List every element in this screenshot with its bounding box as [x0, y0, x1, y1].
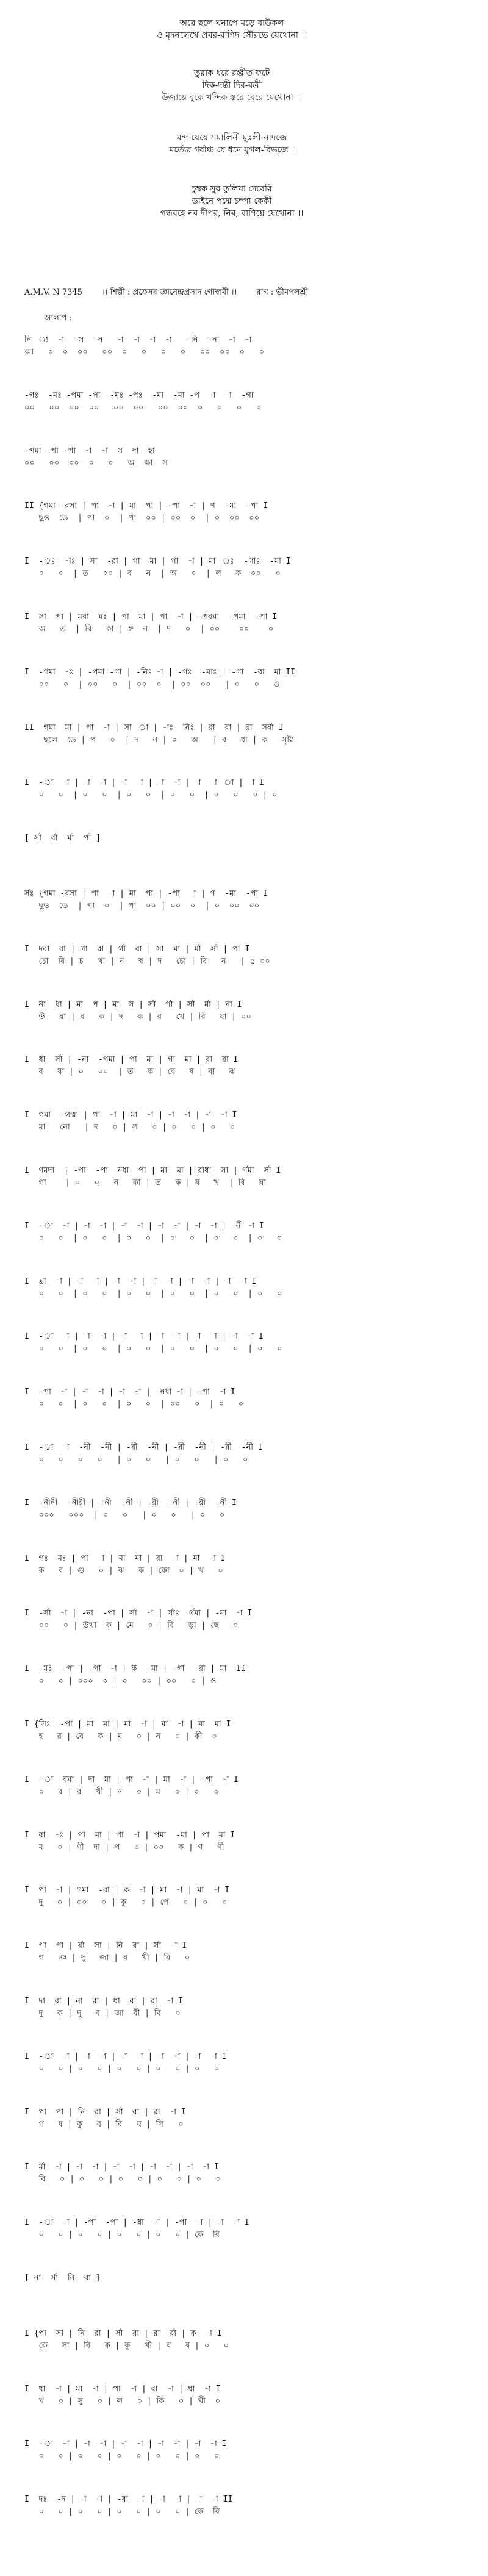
notation-row — [24, 2217, 464, 2241]
swar-line: I দবা রা | গা রা | র্গা বা | সা মা | র্মা র্সা | পা I — [24, 945, 250, 954]
lyric-line: গন্ধবহে নব দীপর, নিব, বাণিয়ে যেথোনা ।। — [160, 209, 304, 218]
swar-line: II {গমা -রসা | পা -া | মা পা | -পা -া | ণ -মা -পা I — [24, 501, 268, 510]
lyric-line: মর্ত্যের গর্বাঞ্চ যে ধনে যুগল-বিভজে । — [169, 145, 295, 155]
swar-line: I গঃ মঃ | পা -া | মা মা | রা -া | মা -া I — [24, 1554, 226, 1563]
swar-line: I -ঃ -াঃ | সা -রা | গা মা | পা -া | মা ঃ -গাঃ -মা I — [24, 557, 291, 566]
lyric-syllable-line: হ র | বে ক | ম ০ | ন ০ | কী ০ — [24, 1732, 217, 1741]
lyric-syllable-line: ০ ০ | ০ ০ | ০ ০ | ০ ০ | ০ ০ ০ | ০ — [24, 790, 278, 800]
lyric-syllable-line: দু ক | দু ব | জা বী | বি ০ — [24, 2009, 181, 2018]
lyric-syllable-line: ০ ০ | ০ ০ | ০ ০ | ০ ০ | ০ ০ | ০ ০ — [24, 1234, 282, 1243]
catalog-number: A.M.V. N 7345 — [24, 288, 82, 297]
lyric-syllable-line: ০০ ০ | উথা ক | মে ০ | বি ড়া | ছে ০ — [24, 1621, 239, 1630]
swar-line: I দা রা | না রা | ধা রা | রা -া I — [24, 1997, 183, 2006]
swar-line: I -া -া -নী -নী | -রী -নী | -রী -নী | -রী -নী I — [24, 1443, 263, 1452]
lyric-syllable-line: মা নো | দ ০ | ল ০ | ০ ০ | ০ ০ — [24, 1123, 235, 1132]
lyric-syllable-line: ম ০ | ণী দা | প ০ | ০০ ক | ণ ণী — [24, 1843, 224, 1852]
swar-line: I -া -া | -পা -পা | -ধা -া | -পা -া | -া -া I — [24, 2218, 249, 2227]
notation-row — [24, 1054, 464, 1078]
lyric-line: ও মৃদনলেখে প্রবর-বাণিদ সৌরভে যেথোনা ।। — [156, 30, 307, 40]
lyric-syllable-line: গ ষ | কু ব | বি ঘ | লি ০ — [24, 2120, 184, 2129]
lyric-syllable-line: ০ ০ ০ ০ | ০ ০ | ০ ০ | ০ ০ — [24, 1455, 248, 1464]
lyric-syllable-line: ০ ০ | ০ ০ | ০ ০ | ০ ০ | ০ ০ | ০ ০ — [24, 1344, 282, 1353]
swar-line: I -া -া | -া -া | -া -া | -া -া | -া -া I — [24, 2439, 227, 2449]
lyric-line: তুরাক ধরে রঞ্জীত ফটে — [193, 68, 270, 78]
swar-line: I পা -া | গমা -রা | ক -া | মা -া | মা -া I — [24, 1886, 230, 1895]
swar-line: I -নীনী -নীরী | -নী -নী | -রী -নী | -রী -নী I — [24, 1498, 237, 1508]
notation-row — [24, 2438, 464, 2463]
swar-line: I গমা -গম্মা | পা -া | মা -া | -া -া | -া -া I — [24, 1111, 237, 1120]
swar-line: I -গমা -ঃ | -পমা -গা | -নিঃ -া | -গঃ -মাঃ | -গা -রা মা II — [24, 668, 295, 677]
lyric-syllable-line: আ ০ ০ ০০ ০০ ০ ০ ০ ০ ০০ ০০ ০ ০ — [24, 348, 265, 357]
swar-line: I -া বমা | দা মা | পা -া | মা -া | -পা -া I — [24, 1775, 239, 1784]
notation-row — [24, 334, 464, 359]
lyric-syllable-line: ০০ ০০ ০০ ০ ০ অ ক্ষা স — [24, 459, 168, 468]
lyric-syllable-line: বি ০ | ০ ০ | ০ ০ | ০ ০ | ০ ০ — [24, 2175, 221, 2184]
lyric-syllable-line: কে সা | বি ক | কু খী | ঘ ব | ০ ০ — [24, 2341, 229, 2350]
swar-line: I ধা -া | মা -া | পা -া | রা -া | ধা -া I — [24, 2385, 221, 2394]
lyric-syllable-line: ক ব | গু ০ | ঝ ক | কো ০ | খ ০ — [24, 1566, 223, 1575]
notation-row — [24, 777, 464, 801]
notation-row — [24, 1719, 464, 1743]
swar-line: I ৯া -া | -া -া | -া -া | -া -া | -া -া | -া -া I — [24, 1277, 257, 1286]
raga-name: রাগ : ভীমপলশ্রী — [256, 288, 309, 297]
notation-row — [24, 1109, 464, 1134]
notation-row — [24, 1663, 464, 1687]
notation-row — [24, 1386, 464, 1411]
notation-row — [24, 1553, 464, 1577]
lyric-syllable-line: অ ত | বি কা | ঙ্গ ন | দ ০ | ০০ ০০ ০ — [24, 624, 274, 634]
lyric-syllable-line: ০০ ০ | ০০ ০ | ০০ ০ | ০০ ০০ | ০ ০ ও — [24, 680, 280, 689]
lyric-syllable-line: ০ ০ | ০ ০ | ০ ০ | ০ ০ | কে বি — [24, 2230, 220, 2239]
notation-row — [24, 2272, 464, 2297]
lyric-syllable-line: ০০০ ০০০ | ০ ০ | ০ ০ | ০ ০ — [24, 1511, 225, 1520]
lyric-syllable-line: ০ ০ | ০ ০ | ০ ০ | ০ ০ | ০ ০ | ০ ০ — [24, 1289, 282, 1298]
lyric-block-1 — [67, 17, 396, 41]
lyric-line: অরে ছলে ঘনাপে মড়ে বাউকল — [179, 18, 284, 28]
notation-row — [24, 1940, 464, 1964]
lyric-block-3 — [67, 132, 396, 156]
swar-line: [ র্সা র্রা র্মা র্পা ] — [24, 834, 101, 843]
swar-line: I পা পা | নি রা | র্সা রা | রা -া I — [24, 2108, 186, 2117]
record-info — [24, 287, 464, 299]
aalap-label: আলাপ : — [44, 313, 72, 323]
notation-row — [24, 2106, 464, 2131]
notation-row — [24, 667, 464, 691]
lyric-syllable-line: ০ ০ | ত ০০ | ব ন | অ ০ | ল ক ০০ ০ — [24, 569, 281, 578]
notation-row — [24, 999, 464, 1023]
swar-line: I -া -া | -া -া | -া -া | -া -া | -া -া I — [24, 2052, 227, 2061]
lyric-syllable-line: ০ ০ | ০ ০ | ০ ০ | ০ ০ | ০ ০ — [24, 2452, 220, 2461]
lyric-syllable-line: ছুও ডে | পা ০ | পা ০০ | ০০ ০ | ০ ০০ ০০ — [24, 901, 260, 911]
artist-credit: ।। শিল্পী : প্রফেসর জ্ঞানেন্দ্রপ্রসাদ গোস্বামী ।। — [102, 288, 237, 297]
notation-row — [24, 1830, 464, 1854]
lyric-line: দিক-দন্তী দির-বত্রী — [202, 80, 262, 90]
lyric-block-2 — [67, 67, 396, 104]
notation-row — [24, 445, 464, 470]
swar-line: I {পা সা | নি রা | র্সা রা | রা র্রা | ক -া I — [24, 2329, 222, 2338]
notation-row — [24, 1995, 464, 2020]
notation-row — [24, 2494, 464, 2518]
notation-row — [24, 1497, 464, 1522]
swar-line: I -মঃ -পা | -পা -া | ক -মা | -গা -রা | মা II — [24, 1664, 246, 1673]
lyric-syllable-line: ছুও ডে | পা ০ | পা ০০ | ০০ ০ | ০ ০০ ০০ — [24, 513, 260, 523]
swar-line: I পা পা | র্রা সা | নি রা | র্সা -া I — [24, 1941, 187, 1950]
lyric-syllable-line: গ ঞ | দু জা | ব খী | বি ০ — [24, 1953, 190, 1962]
notation-row — [24, 500, 464, 524]
lyric-syllable-line: ০ ব | র খী | ন ০ | ম ০ | ০ ০ — [24, 1787, 219, 1797]
swar-line: I ধা র্সা | -না -পমা | পা মা | গা মা | রা রা I — [24, 1055, 239, 1064]
notation-row — [24, 1442, 464, 1466]
swar-line: I ণমদা | -পা -পা নধা পা | মা মা | রাধা সা | র্ণমা র্সা I — [24, 1166, 281, 1175]
lyric-syllable-line: ০ ০ | ০ ০ | ০ ০ | ০ ০ | কে বি — [24, 2507, 220, 2516]
swar-line: I {সিঃ -পা | মা মা | মা -া | মা -া | মা মা I — [24, 1720, 231, 1729]
notation-row — [24, 2383, 464, 2408]
notation-row — [24, 832, 464, 857]
swar-line: -গঃ -মঃ -পমা -পা -মঃ -পঃ -মা -মা -প -া -া -গা — [24, 391, 254, 400]
lyric-syllable-line: খ ০ | সু ০ | ল ০ | কি ০ | খী ০ — [24, 2397, 221, 2406]
notation-row — [24, 2051, 464, 2075]
swar-line: -পমা -পা -পা -া -া স দা হা — [24, 446, 155, 456]
lyric-block-4 — [67, 183, 396, 220]
notation-row — [24, 1276, 464, 1300]
notation-row — [24, 1774, 464, 1798]
notation-row — [24, 556, 464, 580]
swar-line: I র্মা -া | -া -া | -া -া | -া -া | -া -া I — [24, 2163, 219, 2172]
notation-row — [24, 1220, 464, 1245]
swar-line: I বা -ঃ | পা মা | পা -া | পমা -মা | পা মা I — [24, 1831, 235, 1840]
swar-line: র্সঃ {গমা -রসা | পা -া | মা পা | -পা -া | ণ -মা -পা I — [24, 889, 268, 898]
notation-row — [24, 1884, 464, 1909]
lyric-syllable-line: ০ ০ | ০ ০ | ০ ০ | ০০ ০ | ০ ০ — [24, 1400, 244, 1409]
notation-row — [24, 888, 464, 912]
notation-row — [24, 722, 464, 746]
lyric-syllable-line: ব ষা | ০ ০০ | ত ক | বে ষ | বা ঝ — [24, 1067, 235, 1076]
notation-row — [24, 611, 464, 635]
swar-line: I -পা -া | -া -া | -া -া | -নধা -া | -পা -া I — [24, 1387, 235, 1397]
notation-row — [24, 1165, 464, 1189]
swar-line: I দঃ -দ | -া -া | -রা -া | -া -া | -া -া II — [24, 2495, 233, 2504]
notation-row — [24, 943, 464, 968]
notation-row — [24, 1608, 464, 1632]
lyric-line: চুম্বক সুর তুলিয়া দেবেরি — [192, 184, 272, 194]
swar-line: I -া -া | -া -া | -া -া | -া -া | -া -া | -া -া I — [24, 1332, 264, 1341]
swar-line: I -া -া | -া -া | -া -া | -া -া | -া -া া | -া I — [24, 778, 264, 787]
swar-line: I না ধা | মা প | মা স | র্সা র্পা | র্সা র্মা | না I — [24, 1000, 242, 1009]
lyric-syllable-line: ০০ ০০ ০০ ০০ ০০ ০০ ০০ ০০ ০ ০ ০ ০ — [24, 403, 262, 412]
swar-line: নি া -া -স -ন -া -া -া -া -নি -না -া -া — [24, 335, 252, 345]
lyric-syllable-line: চো বি | চ খা | ন স্ব | দ চো | বি ন | ৫ ০০ — [24, 957, 270, 966]
lyric-syllable-line: ছলে ডে | প ০ | দ ন | ০ অ | ব ধা | ক সৃষ্টা — [24, 735, 294, 745]
lyric-syllable-line: ০ ০ | ০ ০ | ০ ০ | ০ ০ | ০ ০ — [24, 2064, 220, 2073]
lyric-line: ডাইনে পদ্মে চম্পা কেকী — [192, 196, 272, 206]
notation-row — [24, 1331, 464, 1355]
lyric-syllable-line: দু ০ | ০০ ০ | কু ০ | পে ০ | ০ ০ — [24, 1898, 228, 1907]
swar-line: I সা পা | মধা মঃ | পা মা | পা -া | -পবমা -পমা -পা I — [24, 612, 278, 621]
lyric-syllable-line: উ বা | ব ক | দ ক | ব খে | বি যা | ০০ — [24, 1012, 251, 1021]
swar-line: [ না র্সা নি বা ] — [24, 2274, 101, 2283]
swar-line: I -র্সা -া | -না -পা | র্সা -া | র্সাঃ র্গমা | -মা -া I — [24, 1609, 253, 1618]
lyric-line: উজায়ে বুকে খন্দিক স্তরে বেরে যেথোনা ।। — [161, 93, 303, 102]
swar-line: II গমা মা | পা -া | সা া | -াঃ নিঃ | রা রা | রা সর্বা I — [24, 723, 284, 732]
notation-row — [24, 2328, 464, 2352]
notation-row — [24, 390, 464, 414]
lyric-syllable-line: গা | ০ ০ ন কা | ত ক | ষ খ | বি যা — [24, 1178, 267, 1187]
lyric-syllable-line: ০ ০ | ০০০ ০ | ০ ০০ | ০০ ০ | ও — [24, 1676, 217, 1686]
lyric-line: মন্দ-যেয়ে সমালিনী মুরলী-নাদজে — [176, 133, 287, 143]
notation-row — [24, 2161, 464, 2186]
swar-line: I -া -া | -া -া | -া -া | -া -া | -া -া | -নী -া I — [24, 1222, 264, 1231]
